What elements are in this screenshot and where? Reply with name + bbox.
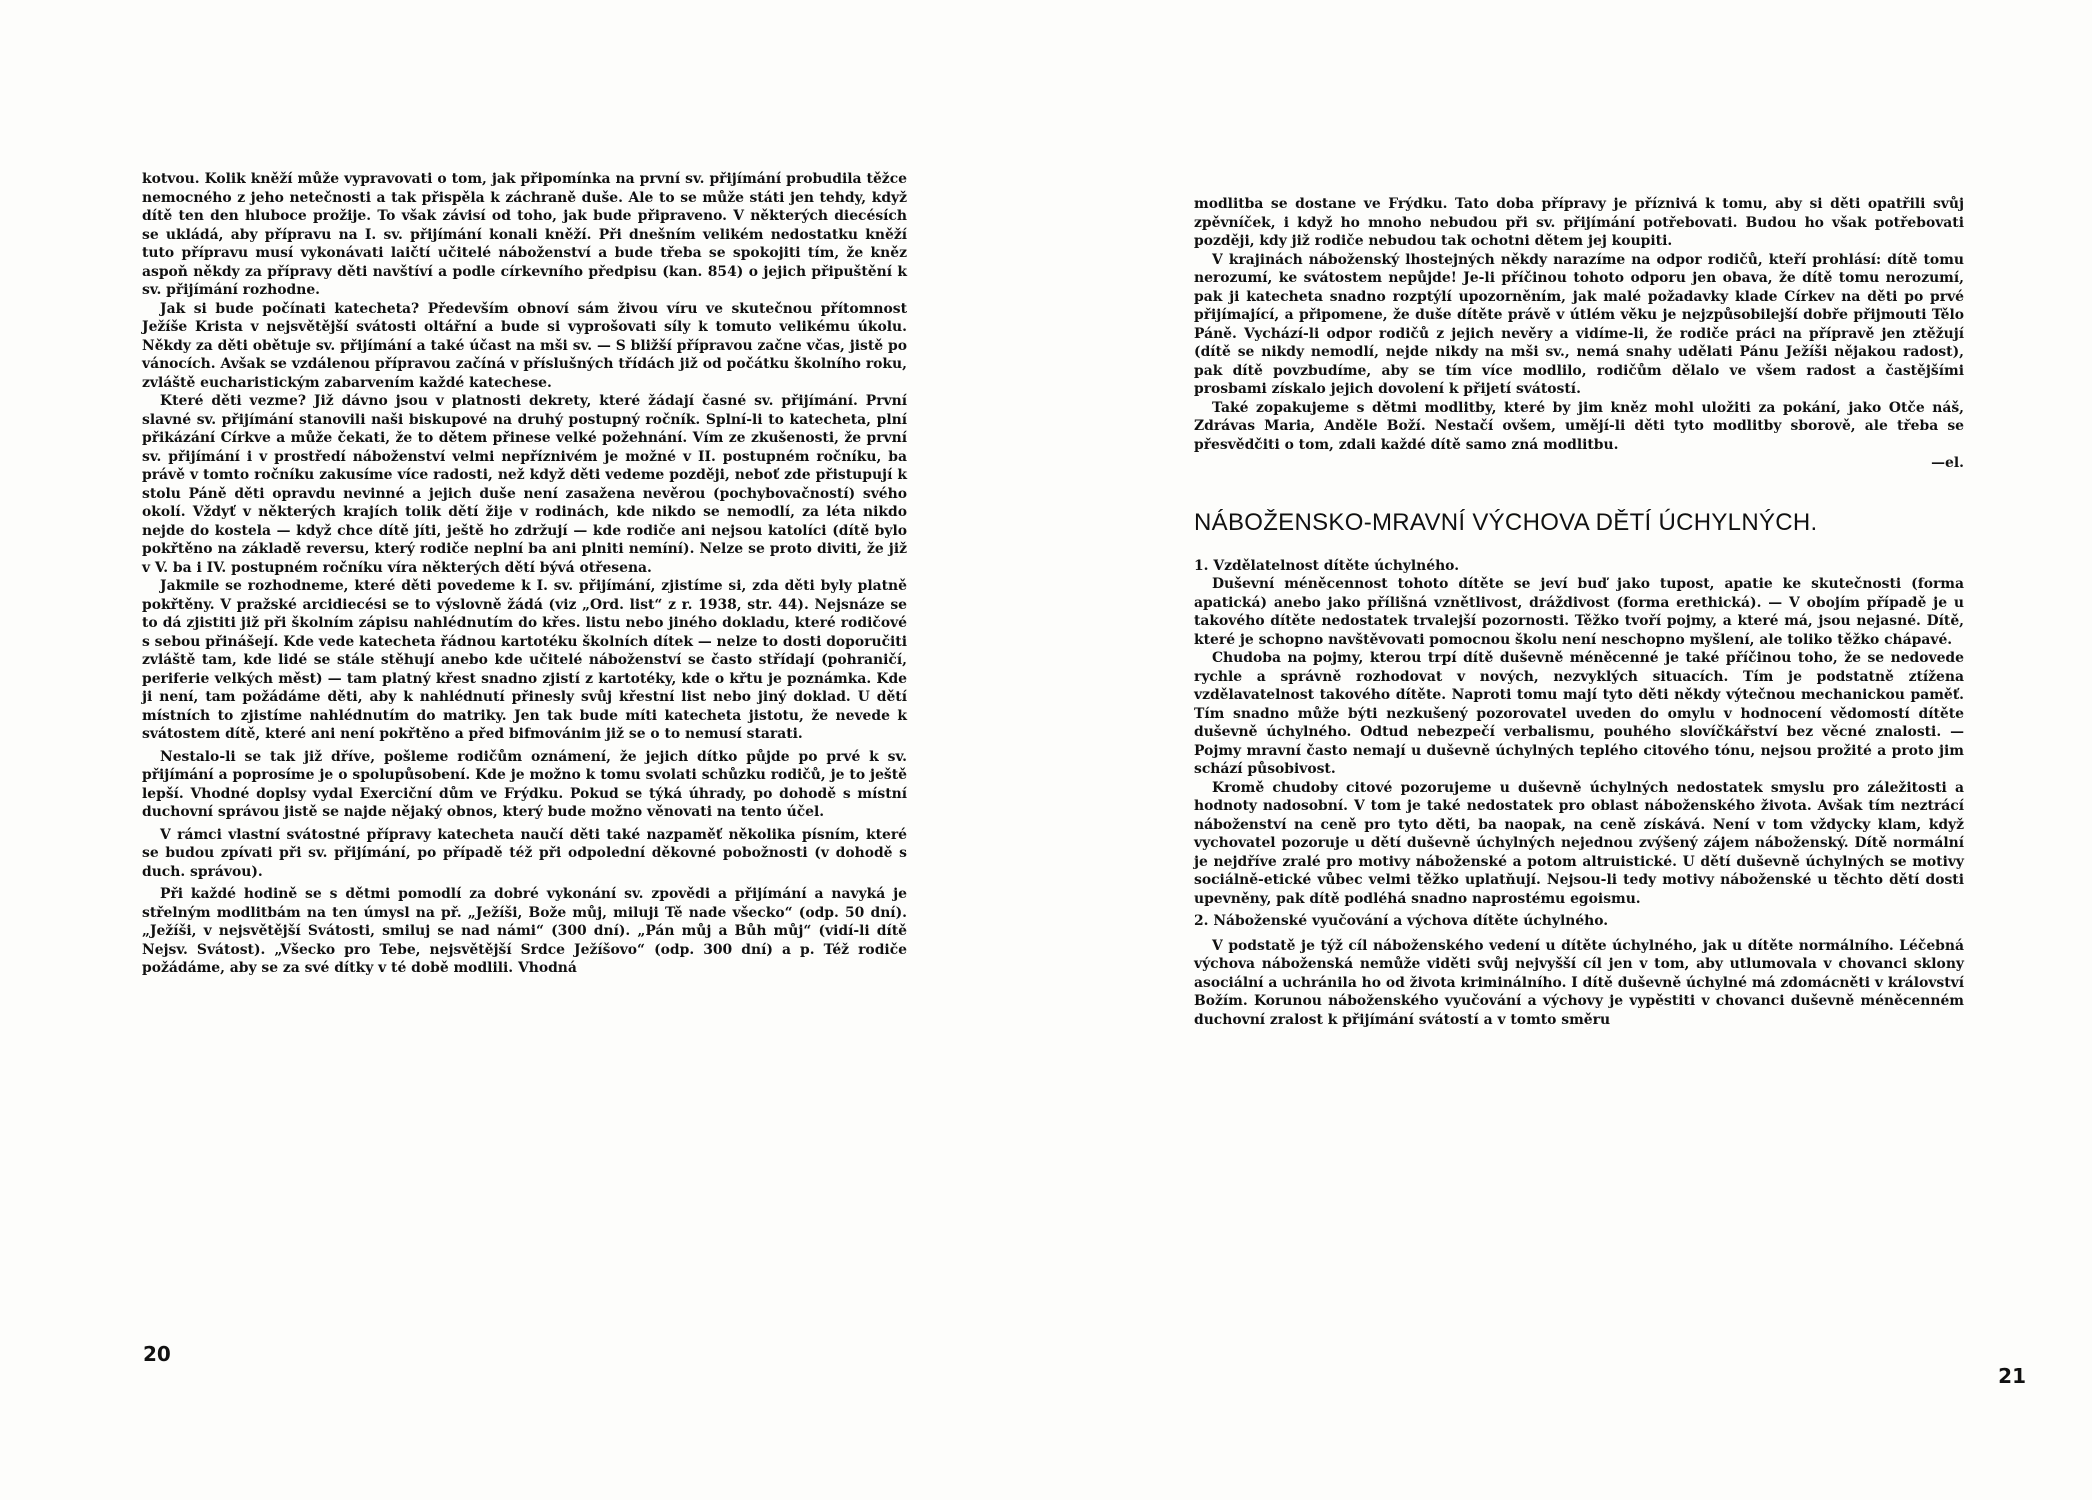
- paragraph: V rámci vlastní svátostné přípravy katecheta naučí děti také nazpaměť několika písním, které se budou zpívati při sv. přijímání, po případě též při odpolední děkovné pobožnosti (v dohodě s duch. správou).: [142, 826, 907, 880]
- subsection-heading: 1. Vzdělatelnost dítěte úchylného.: [1194, 557, 1460, 574]
- page-number: 21: [1998, 1364, 2026, 1388]
- paragraph: Chudoba na pojmy, kterou trpí dítě duševně méněcenné je také příčinou toho, že se nedovede rychle a správně rozhodovat v nových, nezvyklých situacích. Tím je podstatně ztížena vzdělavatelnost takového dítěte. Naproti tomu mají tyto děti někdy výtečnou mechanickou paměť. Tím snadno může býti nezkušený pozorovatel uveden do omylu v hodnocení vědomostí dítěte duševně úchylného. Odtud nebezpečí verbalismu, pouhého slovíčkářství bez věcné znalosti. — Pojmy mravní často nemají u duševně úchylných teplého citového tónu, nejsou prožité a proto jim schází působivost.: [1194, 650, 1964, 777]
- paragraph: Nestalo-li se tak již dříve, pošleme rodičům oznámení, že jejich dítko půjde po prvé k sv. přijímání a poprosíme je o spolupůsobení. Kde je možno k tomu svolati schůzku rodičů, je to ještě lepší. Vhodné doplsy vydal Exerciční dům ve Frýdku. Pokud se týká úhrady, po dohodě s místní duchovní správou jistě se najde nějaký obnos, který bude možno věnovati na tento účel.: [142, 748, 907, 820]
- paragraph: V krajinách náboženský lhostejných někdy narazíme na odpor rodičů, kteří prohlásí: dítě tomu nerozumí, ke svátostem nepůjde! Je-li příčinou tohoto odporu jen obava, že dítě tomu nerozumí, pak ji katecheta snadno rozptýlí upozorněním, jak malé požadavky klade Církev na děti po prvé přijímající, a připomene, že duše dítěte právě v útlém věku je nejzpůsobilejší dobře přijmouti Tělo Páně. Vychází-li odpor rodičů z jejich nevěry a vidíme-li, že rodiče práci na přípravě jen ztěžují (dítě se nikdy nemodlí, nejde nikdy na mši sv., nemá snahy udělati Pánu Ježíši nějakou radost), pak dítě povzbudíme, aby se tím více modlilo, rodičům dělalo ve všem radost a častějšími prosbami získalo jejich dovolení k přijetí svátostí.: [1194, 251, 1964, 397]
- left-text-column: [142, 170, 907, 978]
- author-signature: —el.: [1931, 455, 1964, 471]
- section-title: NÁBOŽENSKO-MRAVNÍ VÝCHOVA DĚTÍ ÚCHYLNÝCH.: [1194, 508, 1818, 536]
- paragraph: Duševní méněcennost tohoto dítěte se jeví buď jako tupost, apatie ke skutečnosti (forma apatická) anebo jako přílišná vznětlivost, dráždivost (forma erethická). — V obojím případě je u takového dítěte nedostatek trvalejší pozornosti. Těžko tvoří pojmy, a které má, jsou nejasné. Dítě, které je schopno navštěvovati pomocnou školu není neschopno myšlení, ale toliko těžko chápavé.: [1194, 576, 1964, 648]
- paragraph: Jak si bude počínati katecheta? Především obnoví sám živou víru ve skutečnou přítomnost Ježíše Krista v nejsvětější svátosti oltářní a bude si vyprošovati síly k tomuto velikému úkolu. Někdy za děti obětuje sv. přijímání a také účast na mši sv. — S bližší přípravou začne včas, jistě po vánocích. Avšak se vzdálenou přípravou začíná v příslušných třídách již od počátku školního roku, zvláště eucharistickým zabarvením každé katechese.: [142, 300, 907, 391]
- paragraph: Kromě chudoby citové pozorujeme u duševně úchylných nedostatek smyslu pro záležitosti a hodnoty nadosobní. V tom je také nedostatek pro oblast náboženského života. Avšak tím neztrácí náboženství na ceně pro tyto děti, ba naopak, na ceně získává. Není v tom vždycky klam, když vychovatel pozoruje u dětí duševně úchylných nejednou zvýšený zájem náboženský. Dítě normální je nejdříve zralé pro motivy náboženské a potom altruistické. U dětí duševně úchylných se motivy sociálně-etické vůbec velmi těžko uplatňují. Nejsou-li tedy motivy náboženské u těchto dětí dosti upevněny, pak dítě podléhá snadno naprostému egoismu.: [1194, 779, 1964, 907]
- paragraph: Jakmile se rozhodneme, které děti povedeme k I. sv. přijímání, zjistíme si, zda děti byly platně pokřtěny. V pražské arcidiecési se to výslovně žádá (viz „Ord. list“ z r. 1938, str. 44). Nejsnáze se to dá zjistiti již při školním zápisu nahlédnutím do křes. listu nebo jiného dokladu, které rodičové s sebou přinášejí. Kde vede katecheta řádnou kartotéku školních dítek — nelze to dosti doporučiti zvláště tam, kde lidé se stále stěhují anebo kde učitelé náboženství se často střídají (pohraničí, periferie velkých měst) — tam platný křest snadno zjistí z kartotéky, kde o křtu je poznámka. Kde ji není, tam požádáme děti, aby k nahlédnutí přinesly svůj křestní list nebo jiný doklad. U dětí místních to zjistíme nahlédnutím do matriky. Jen tak bude míti katecheta jistotu, že nevede k svátostem dítě, které ani není pokřtěno a před bifmovánim již se o to nemusí starati.: [142, 578, 907, 742]
- right-page: [1046, 0, 2092, 1500]
- paragraph: Také zopakujeme s dětmi modlitby, které by jim kněz mohl uložiti za pokání, jako Otče náš, Zdrávas Maria, Anděle Boží. Nestačí ovšem, umějí-li děti tyto modlitby sborově, ale třeba se přesvědčiti o tom, zdali každé dítě samo zná modlitbu.: [1194, 399, 1964, 453]
- subsection-heading: 2. Náboženské vyučování a výchova dítěte úchylného.: [1194, 913, 1609, 929]
- paragraph: kotvou. Kolik kněží může vypravovati o tom, jak připomínka na první sv. přijímání probudila těžce nemocného z jeho netečnosti a tak přispěla k záchraně duše. Ale to se může státi jen tehdy, když dítě ten den hluboce prožije. To však závisí od toho, jak bude připraveno. V některých diecésích se ukládá, aby přípravu na I. sv. přijímání konali kněží. Při dnešním velikém nedostatku kněží tuto přípravu musí vykonávati laičtí učitelé náboženství a bude třeba se spokojiti tím, že kněz aspoň někdy za přípravy děti navštíví a podle církevního předpisu (kan. 854) o jejich připuštění k sv. přijímání rozhodne.: [142, 171, 907, 298]
- page-number: 20: [143, 1342, 171, 1366]
- right-text-column: [1194, 195, 1964, 1029]
- paragraph: Které děti vezme? Již dávno jsou v platnosti dekrety, které žádají časné sv. přijímání. První slavné sv. přijímání stanovili naši biskupové na druhý postupný ročník. Splní-li to katecheta, plní přikázání Církve a může čekati, že to dětem přinese velké požehnání. Vím ze zkušenosti, že první sv. přijímání i v prostředí náboženství velmi nepříznivém je možné v II. postupném ročníku, ba právě v tomto ročníku zakusíme více radosti, než když děti vedeme později, neboť zde přistupují k stolu Páně děti opravdu nevinné a jejich duše není zasažena nevěrou (pochybovačností) svého okolí. Vždyť v některých krajích tolik dětí žije v rodinách, kde nikdo se nemodlí, za léta nikdo nejde do kostela — když chce dítě jíti, ještě ho zdržují — kde rodiče ani nejsou katolíci (dítě bylo pokřtěno na základě reversu, který rodiče neplní ba ani plniti nemíní). Nelze se proto diviti, že již v V. ba i IV. postupném ročníku víra některých dětí bývá otřesena.: [142, 393, 907, 576]
- paragraph: modlitba se dostane ve Frýdku. Tato doba přípravy je příznivá k tomu, aby si děti opatřili svůj zpěvníček, i když ho mnoho nebudou při sv. přijímání potřebovati. Budou ho však potřebovati později, kdy již rodiče nebudou tak ochotni dětem jej koupiti.: [1194, 196, 1964, 249]
- paragraph: Při každé hodině se s dětmi pomodlí za dobré vykonání sv. zpovědi a přijímání a navyká je střelným modlitbám na ten úmysl na př. „Ježíši, Bože můj, miluji Tě nade všecko“ (odp. 50 dní). „Ježíši, v nejsvětější Svátosti, smiluj se nad námi“ (300 dní). „Pán můj a Bůh můj“ (vidí-li dítě Nejsv. Svátost). „Všecko pro Tebe, nejsvětější Srdce Ježíšovo“ (odp. 300 dní) a p. Též rodiče požádáme, aby se za své dítky v té době modlili. Vhodná: [142, 886, 907, 976]
- paragraph: V podstatě je týž cíl náboženského vedení u dítěte úchylného, jak u dítěte normálního. Léčebná výchova náboženská nemůže viděti svůj nejvyšší cíl jen v tom, aby utlumovala v chovanci sklony asociální a uchránila ho od života kriminálního. I dítě duševně úchylné má zdomácněti v království Božím. Korunou náboženského vyučování a výchovy je vypěstiti v chovanci duševně méněcenném duchovní zralost k přijímání svátostí a v tomto směru: [1194, 937, 1964, 1028]
